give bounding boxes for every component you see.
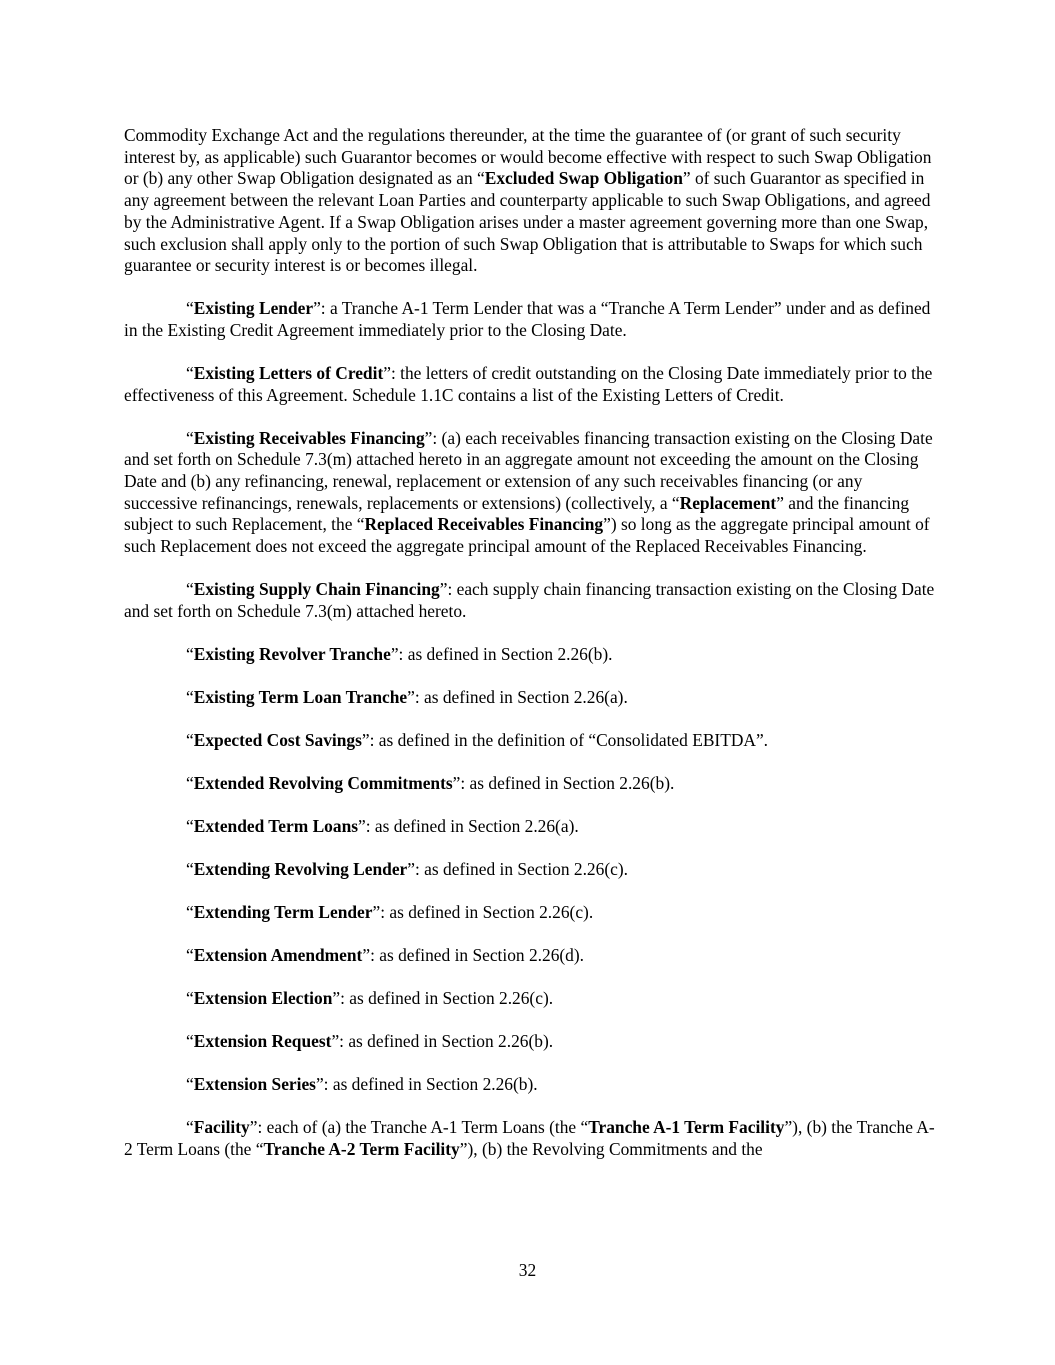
text-run: “ [186,362,194,383]
text-run: ”: as defined in Section 2.26(c). [332,987,554,1008]
def-extension-amendment [124,945,939,967]
text-run: “ [186,772,194,793]
defined-term: Existing Lender [193,298,314,319]
text-run: ”) so long as the aggregate principal amount of such Replacement does not exceed the aggregate principal amount of the Replaced Receivables Financing. [124,514,930,557]
defined-term: Existing Revolver Tranche [193,643,391,664]
text-run: ”: as defined in Section 2.26(c). [407,858,628,879]
def-existing-receivables-financing [124,428,939,558]
defined-term: Existing Letters of Credit [193,362,384,383]
def-extension-election [124,988,939,1010]
defined-term: Tranche A-1 Term Facility [588,1116,785,1137]
text-run: “ [186,298,194,319]
defined-term: Expected Cost Savings [193,729,362,750]
def-extension-series [124,1074,939,1096]
continuation-paragraph [124,125,939,277]
defined-term: Existing Term Loan Tranche [193,686,408,707]
defined-term: Existing Supply Chain Financing [193,579,440,600]
text-run: ”: as defined in Section 2.26(b). [331,1030,554,1051]
defined-term: Facility [193,1116,250,1137]
defined-term: Extended Term Loans [193,815,359,836]
def-existing-revolver-tranche [124,644,939,666]
def-extension-request [124,1031,939,1053]
def-extended-term-loans [124,816,939,838]
def-existing-lender [124,298,939,341]
text-run: ”: as defined in Section 2.26(b). [315,1073,538,1094]
def-existing-letters-of-credit [124,363,939,406]
text-run: ”: (a) each receivables financing transaction existing on the Closing Date and set forth on Schedule 7.3(m) attached hereto in an aggregate amount not exceeding the amount on the Closing Date and (b) any refinancing, renewal, replacement or extension of any such receivables financing (or any successive refinancings, renewals, replacements or extensions) (collectively, a “ [124,427,933,513]
text-run: ”: a Tranche A-1 Term Lender that was a “Tranche A Term Lender” under and as defined in the Existing Credit Agreement immediately prior to the Closing Date. [124,298,931,340]
def-extended-revolving-commitments [124,773,939,795]
def-extending-revolving-lender [124,859,939,881]
defined-term: Replaced Receivables Financing [364,514,604,535]
text-run: “ [186,1073,194,1094]
defined-term: Extension Election [193,987,333,1008]
text-run: ”), (b) the Revolving Commitments and the [459,1138,763,1159]
text-run: “ [186,686,194,707]
text-run: ”: the letters of credit outstanding on the Closing Date immediately prior to the effectiveness of this Agreement. Schedule 1.1C contains a list of the Existing Letters of Credit. [124,362,933,405]
text-run: ”: as defined in Section 2.26(c). [372,901,594,922]
text-run: ”: as defined in Section 2.26(a). [407,686,628,707]
text-run: ”: as defined in Section 2.26(d). [362,944,585,965]
text-run: ”: each of (a) the Tranche A-1 Term Loans (the “ [249,1116,589,1137]
text-run: Commodity Exchange Act and the regulations thereunder, at the time the guarantee of (or grant of such security interest by, as applicable) such Guarantor becomes or would become effective with respect to such Swap Obligation or (b) any other Swap Obligation designated as an “ [124,125,932,189]
defined-term: Existing Receivables Financing [193,427,425,448]
def-extending-term-lender [124,902,939,924]
text-run: “ [186,944,194,965]
defined-term: Extended Revolving Commitments [193,772,453,793]
text-run: “ [186,579,194,600]
defined-term: Extending Term Lender [193,901,373,922]
text-run: ”: each supply chain financing transaction existing on the Closing Date and set forth on Schedule 7.3(m) attached hereto. [124,579,935,621]
definitions-list [124,298,939,1160]
def-existing-term-loan-tranche [124,687,939,709]
def-expected-cost-savings [124,730,939,752]
document-body [124,125,939,1182]
text-run: ”: as defined in the definition of “Consolidated EBITDA”. [361,729,769,750]
text-run: ”: as defined in Section 2.26(b). [390,643,613,664]
defined-term: Extension Amendment [193,944,363,965]
text-run: “ [186,643,194,664]
defined-term: Extending Revolving Lender [193,858,408,879]
text-run: ”), (b) the Tranche A-2 Term Loans (the “ [124,1116,935,1159]
text-run: ” of such Guarantor as specified in any agreement between the relevant Loan Parties and counterparty applicable to such Swap Obligations, and agreed by the Administrative Agent. If a Swap Obligation arises under a master agreement governing more than one Swap, such exclusion shall apply only to the portion of such Swap Obligation that is attributable to Swaps for which such guarantee or security interest is or becomes illegal. [124,168,931,276]
defined-term: Extension Series [193,1073,316,1094]
text-run: “ [186,1030,194,1051]
def-facility [124,1117,939,1160]
text-run: “ [186,858,194,879]
def-existing-supply-chain-financing [124,579,939,622]
text-run: “ [186,901,194,922]
text-run: ” and the financing subject to such Replacement, the “ [124,492,910,535]
defined-term: Excluded Swap Obligation [484,168,683,189]
defined-term: Tranche A-2 Term Facility [263,1138,460,1159]
defined-term: Replacement [679,492,777,513]
page-number: 32 [518,1260,537,1280]
text-run: “ [186,427,194,448]
text-run: “ [186,815,194,836]
text-run: “ [186,1116,194,1137]
text-run: ”: as defined in Section 2.26(b). [452,772,675,793]
text-run: “ [186,987,194,1008]
text-run: “ [186,729,194,750]
defined-term: Extension Request [193,1030,332,1051]
text-run: ”: as defined in Section 2.26(a). [358,815,579,836]
